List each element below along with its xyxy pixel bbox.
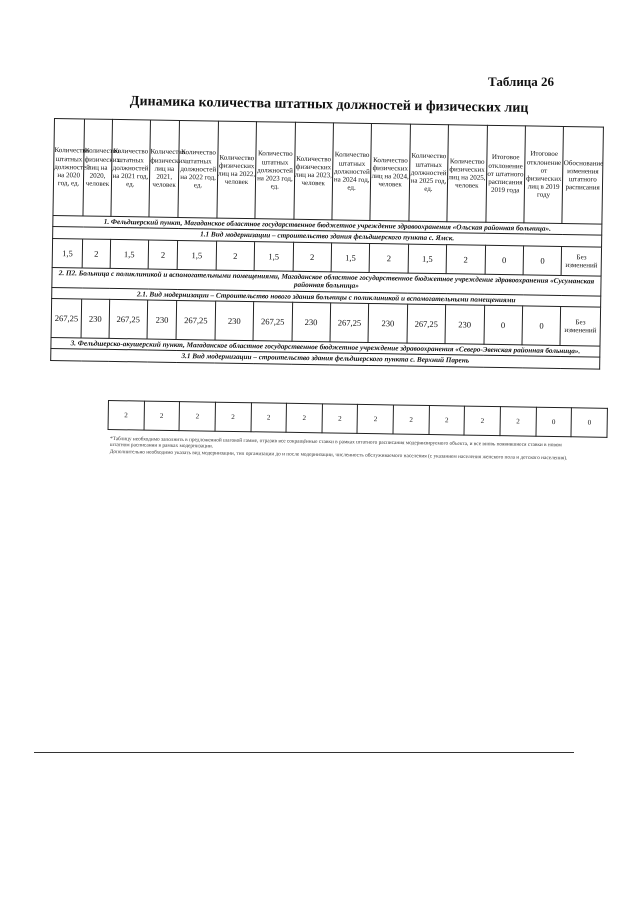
table-cell: 0 <box>523 246 562 276</box>
table-cell: 230 <box>215 301 254 341</box>
table-cell: 2 <box>393 405 429 435</box>
header-cell: Количество физических лиц на 2022, человек <box>217 121 257 219</box>
table-cell: 230 <box>81 299 109 338</box>
table-cell: 2 <box>215 402 251 432</box>
header-cell: Количество физических лиц на 2023, человек <box>294 122 334 220</box>
page-divider <box>34 752 574 753</box>
table-cell: 230 <box>368 304 407 344</box>
header-cell: Количество физических лиц на 2024, человек <box>370 123 410 221</box>
header-cell: Количество штатных должностей на 2020 год, ед. <box>53 119 85 216</box>
section-facility-title: 1. Фельдшерский пункт, Магаданское областное государственное бюджетное учреждение здравоохранения «Ольская районная больница». <box>53 215 602 235</box>
header-cell: Количество штатных должностей на 2025 год, ед. <box>409 124 449 222</box>
table-cell: 2 <box>82 239 110 268</box>
table-cell: 2 <box>446 244 485 274</box>
table-cell-justification: Без изменений <box>561 246 601 276</box>
header-cell: Итоговое отклонение от штатного расписания 2019 года <box>486 125 526 223</box>
table-cell: 1,5 <box>331 243 370 273</box>
staffing-table <box>50 118 604 369</box>
section-3-values-table <box>108 400 608 438</box>
header-cell: Количество физических лиц на 2020, человек <box>83 119 112 216</box>
table-cell: 2 <box>500 407 536 437</box>
section-subtitle: 3.1 Вид модернизации – строительство здания фельдшерского пункта с. Верхний Парень <box>51 349 600 369</box>
table-cell: 2 <box>429 406 465 436</box>
footnote: *Таблицу необходимо заполнить в предложенной шаговой гамме, отразив все сокращённые ставки в рамках штатного расписания модернизируемого объекта, и все вновь появившиеся ставки в новом штатном расписании в рамках модернизации. <box>109 436 562 450</box>
table-cell: 267,25 <box>330 303 369 343</box>
header-cell: Количество штатных должностей на 2023 год, ед. <box>255 122 295 220</box>
section-facility-title: 2. П2. Больница с поликлиникой и вспомогательными помещениями, Магаданское областное государственное бюджетное учреждение здравоохранения «Сусуманская районная больница» <box>52 267 601 295</box>
table-cell: 0 <box>571 408 607 438</box>
table-cell-justification: Без изменений <box>560 307 600 347</box>
table-cell: 2 <box>179 402 215 432</box>
table-cell: 230 <box>445 305 484 345</box>
table-cell: 2 <box>322 404 358 434</box>
header-cell: Итоговое отклонение от физических лиц в 2019 году <box>524 126 564 224</box>
footnotes <box>110 436 580 461</box>
section-subtitle: 1.1 Вид модернизации – строительство здания фельдшерского пункта с. Ямск. <box>53 227 602 247</box>
table-cell: 2 <box>251 403 287 433</box>
table-cell: 267,25 <box>253 302 292 342</box>
table-cell: 2 <box>148 240 178 269</box>
table-cell: 1,5 <box>177 240 216 270</box>
table-cell: 267,25 <box>109 299 148 339</box>
table-cell: 2 <box>357 404 393 434</box>
header-cell: Обоснование изменения штатного расписания <box>562 127 603 225</box>
table-cell: 267,25 <box>176 300 215 340</box>
table-cell: 2 <box>464 406 500 436</box>
section-subtitle: 2.1. Вид модернизации – Строительство нового здания больницы с поликлиникой и вспомогательными помещениями <box>52 287 601 307</box>
table-header-row <box>53 119 603 225</box>
header-cell: Количество физических лиц на 2021, человек <box>149 120 180 217</box>
table-number: Таблица 26 <box>488 74 555 89</box>
table-cell: 0 <box>484 305 523 345</box>
table-cell: 0 <box>536 407 572 437</box>
table-cell: 1,5 <box>52 238 83 267</box>
table-cell: 2 <box>108 401 144 431</box>
document-title: Динамика количества штатных должностей и физических лиц <box>129 94 529 116</box>
header-cell: Количество штатных должностей на 2021 год, ед. <box>111 119 151 217</box>
table-row <box>108 401 607 438</box>
table-cell: 267,25 <box>51 299 82 338</box>
header-cell: Количество штатных должностей на 2022 год, ед. <box>178 120 218 218</box>
table-cell: 2 <box>286 403 322 433</box>
footnote: Дополнительно необходимо указать вид модернизации, тип организации до и после модернизации, численность обслуживаемого населения (с указанием населения женского пола и детского населения). <box>109 448 568 461</box>
table-cell: 2 <box>293 242 332 272</box>
section-3-values-wrapper <box>108 400 608 438</box>
table-cell: 0 <box>522 306 561 346</box>
section-facility-title: 3. Фельдшерско-акушерский пункт, Магаданское областное государственное бюджетное учреждение здравоохранения «Северо-Эвенская районная больница». <box>51 338 600 358</box>
header-cell: Количество штатных должностей на 2024 год, ед. <box>332 123 372 221</box>
table-cell: 1,5 <box>110 239 149 269</box>
table-cell: 267,25 <box>407 304 446 344</box>
table-cell: 2 <box>144 401 180 431</box>
table-cell: 0 <box>485 245 524 275</box>
table-cell: 2 <box>369 243 408 273</box>
table-cell: 230 <box>147 300 177 339</box>
table-cell: 230 <box>292 302 331 342</box>
staffing-table-wrapper <box>50 118 604 369</box>
table-cell: 1,5 <box>408 244 447 274</box>
table-cell: 2 <box>216 241 255 271</box>
table-cell: 1,5 <box>254 241 293 271</box>
header-cell: Количество физических лиц на 2025, человек <box>447 125 487 223</box>
